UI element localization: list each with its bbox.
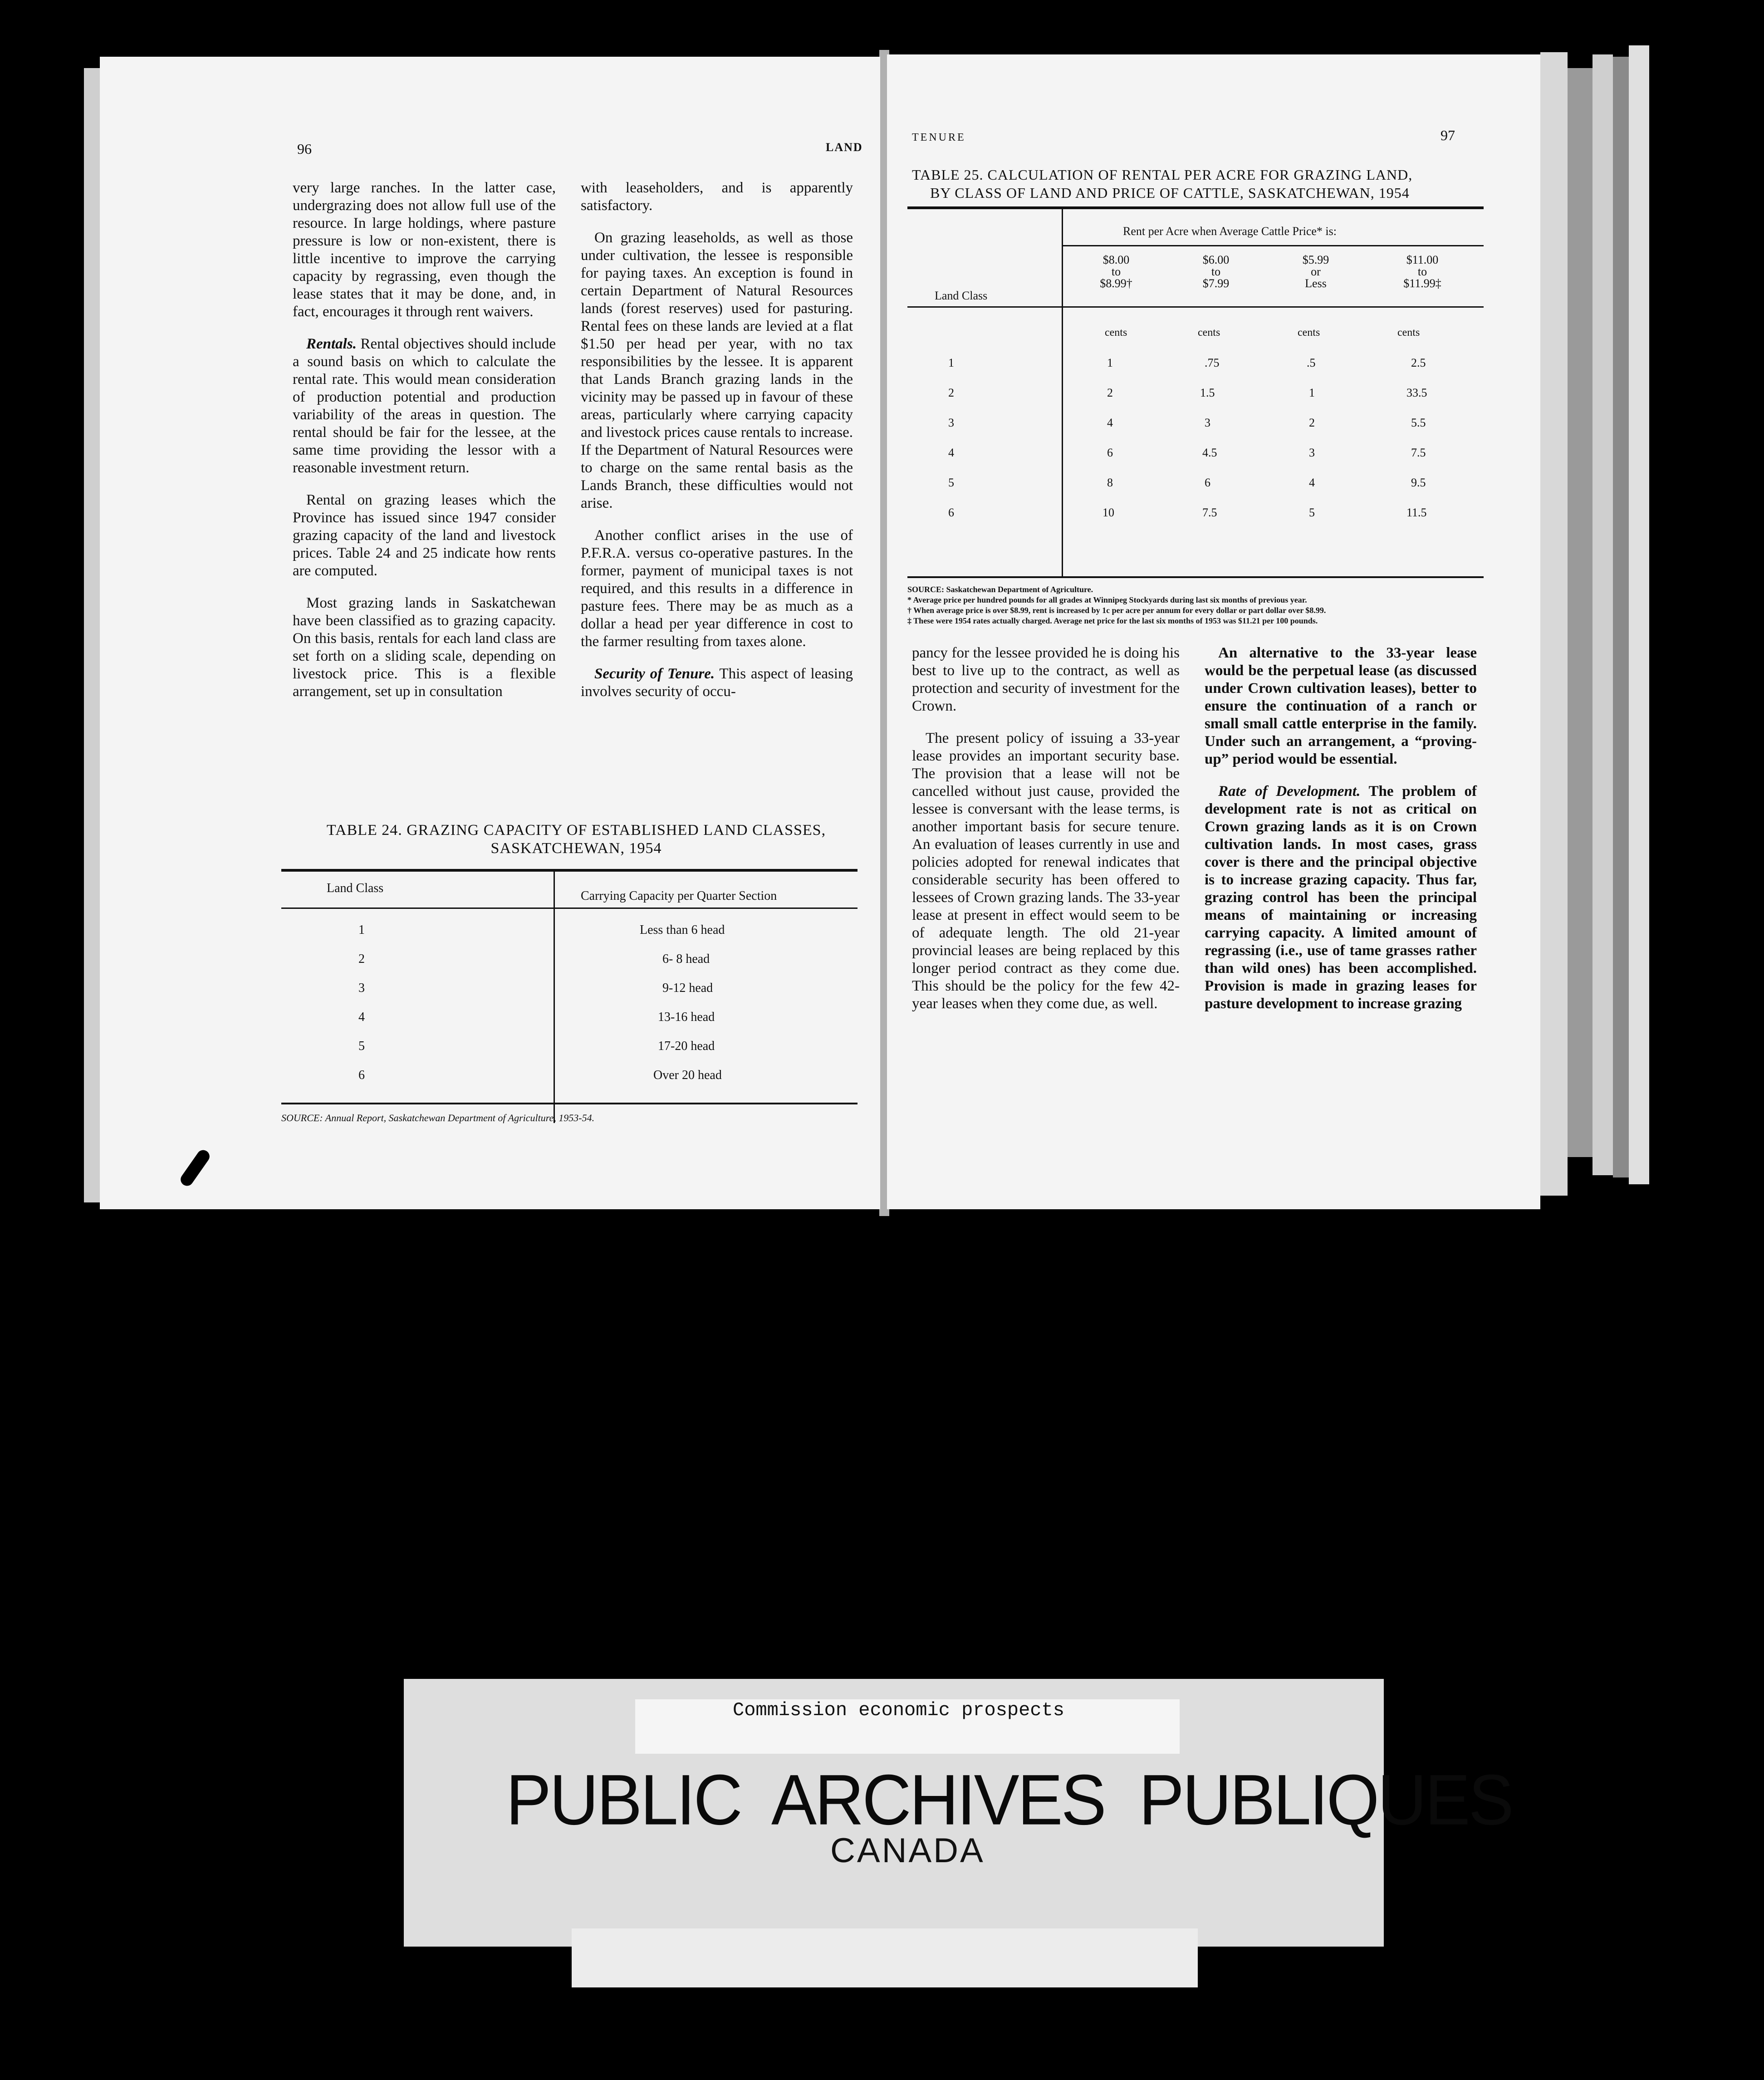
cell-value: 33.5 xyxy=(1406,386,1427,399)
table-rule xyxy=(907,206,1484,209)
col-header-line: $11.99‡ xyxy=(1403,277,1441,290)
cell-value: 10 xyxy=(1102,506,1114,519)
cell-class: 2 xyxy=(948,386,954,399)
table-row xyxy=(907,416,1484,446)
paragraph-rentals xyxy=(293,335,556,477)
right-column-2 xyxy=(1205,644,1477,1013)
table-row xyxy=(281,921,858,950)
cell-class: 4 xyxy=(358,1010,365,1024)
table-25-units xyxy=(1062,327,1484,345)
table-rule xyxy=(907,306,1484,308)
col-header-line: $8.99† xyxy=(1100,277,1132,290)
table-row xyxy=(281,950,858,979)
cell-capacity: Less than 6 head xyxy=(640,923,725,937)
left-page-edge xyxy=(84,68,102,1202)
left-column-1 xyxy=(293,179,556,701)
col-header-line: to xyxy=(1417,265,1427,278)
table-25-col-headers xyxy=(1062,254,1484,304)
table-header-land-class: Land Class xyxy=(327,881,384,895)
cell-value: .5 xyxy=(1307,356,1316,369)
paragraph-rate-of-development xyxy=(1205,783,1477,1013)
paragraph-heading: Security of Tenure. xyxy=(594,666,715,682)
cell-value: 9.5 xyxy=(1411,476,1426,489)
cell-value: 3 xyxy=(1205,416,1210,429)
cell-class: 5 xyxy=(358,1039,365,1053)
table-row xyxy=(907,386,1484,416)
cell-value: 7.5 xyxy=(1411,446,1426,459)
cell-value: 4.5 xyxy=(1202,446,1217,459)
cell-capacity: 13-16 head xyxy=(658,1010,715,1024)
right-page-edge-4 xyxy=(1613,57,1629,1177)
paragraph: On grazing leaseholds, as well as those under cultivation, the lessee is responsible for paying taxes. An exception is found in certain Department of Natural Resources lands (forest reserves) used for pasturing. Rental fees on these lands are levied at a flat $1.50 per head per year, with no tax responsibilities by the lessee. It is apparent that Lands Branch grazing lands in the vicinity may be passed up in favour of these areas, particularly where carrying capacity and livestock prices cause rentals to increase. If the Department of Natural Resources were to charge on the same rental basis as the Lands Branch, these difficulties would not arise. xyxy=(581,230,853,511)
col-header-line: to xyxy=(1111,265,1121,278)
cell-value: 11.5 xyxy=(1406,506,1427,519)
col-header-line: to xyxy=(1211,265,1221,278)
table-row xyxy=(281,1008,858,1037)
right-column-1 xyxy=(912,644,1180,1013)
table-title-line: TABLE 24. GRAZING CAPACITY OF ESTABLISHED LAND CLASSES, xyxy=(326,822,826,839)
left-page xyxy=(100,57,880,1209)
col-header xyxy=(1171,254,1261,289)
paragraph: with leaseholders, and is apparently satisfactory. xyxy=(581,180,853,214)
table-rule xyxy=(907,576,1484,578)
paragraph: pancy for the lessee provided he is doing his best to live up to the contract, as well as protection and security of investment for the Crown. xyxy=(912,645,1180,714)
unit-label: cents xyxy=(1198,327,1220,338)
right-page-edge xyxy=(1540,52,1568,1196)
running-head: LAND xyxy=(826,141,863,154)
table-rule xyxy=(1062,245,1484,246)
cell-class: 1 xyxy=(358,923,365,937)
left-column-2 xyxy=(581,179,853,701)
cell-value: 6 xyxy=(1107,446,1113,459)
right-page-edge-2 xyxy=(1568,68,1592,1157)
col-header xyxy=(1270,254,1361,289)
cell-value: 6 xyxy=(1205,476,1210,489)
table-note: * Average price per hundred pounds for all grades at Winnipeg Stockyards during last six months of previous year. xyxy=(907,595,1307,604)
cell-class: 5 xyxy=(948,476,954,489)
col-header-line: $11.00 xyxy=(1406,253,1439,266)
col-header-line: $7.99 xyxy=(1202,277,1230,290)
paragraph-heading: Rate of Development. xyxy=(1218,783,1361,800)
table-title-line: BY CLASS OF LAND AND PRICE OF CATTLE, SASKATCHEWAN, 1954 xyxy=(930,185,1410,201)
table-25-rows xyxy=(907,356,1484,536)
cell-class: 6 xyxy=(358,1068,365,1082)
table-note: SOURCE: Saskatchewan Department of Agriculture. xyxy=(907,585,1093,594)
cell-value: 5 xyxy=(1309,506,1315,519)
unit-label: cents xyxy=(1397,327,1420,338)
paragraph: The present policy of issuing a 33-year lease provides an important security base. The provision that a lease will not be cancelled without just cause, provided the lessee is conversant with the lease terms, is another important basis for secure tenure. An evaluation of leases currently in use and policies adopted for renewal indicates that considerable security has been offered to lessees of Crown grazing lands. The 33-year lease at present in effect would seem to be of adequate length. The old 21-year provincial leases are being replaced by this longer period contract as they come due. This should be the policy for the few 42-year leases when they come due, as well. xyxy=(912,730,1180,1012)
col-header xyxy=(1370,254,1475,289)
table-row xyxy=(907,356,1484,386)
cell-value: 1 xyxy=(1107,356,1113,369)
cell-value: 2.5 xyxy=(1411,356,1426,369)
right-page xyxy=(887,54,1540,1209)
col-header-line: Less xyxy=(1305,277,1327,290)
paragraph-text: This aspect of leasing involves security of occu- xyxy=(581,666,853,700)
cell-value: .75 xyxy=(1205,356,1220,369)
archive-label-bottom xyxy=(572,1928,1198,1987)
archive-stamp-line-1: PUBLIC ARCHIVES PUBLIQUES xyxy=(506,1759,1512,1840)
typed-label-text: Commission economic prospects xyxy=(733,1699,1064,1721)
cell-class: 4 xyxy=(948,446,954,459)
page-number: 97 xyxy=(1441,127,1455,143)
table-span-header: Rent per Acre when Average Cattle Price* is: xyxy=(1123,225,1337,238)
page-number: 96 xyxy=(297,141,312,157)
cell-value: 4 xyxy=(1107,416,1113,429)
cell-capacity: Over 20 head xyxy=(653,1068,722,1082)
running-head: TENURE xyxy=(912,132,966,143)
archive-stamp-line-2: CANADA xyxy=(830,1831,985,1870)
cell-value: 2 xyxy=(1309,416,1315,429)
cell-capacity: 6- 8 head xyxy=(662,952,710,966)
table-rule xyxy=(281,869,858,872)
paragraph-security xyxy=(581,665,853,701)
paragraph: Another conflict arises in the use of P.F.R.A. versus co-operative pastures. In the former, payment of municipal taxes is not required, and this results in a difference in pasture fees. There may be as much as a dollar a head per year difference in cost to the farmer resulting from taxes alone. xyxy=(581,527,853,650)
col-header-line: or xyxy=(1311,265,1321,278)
table-note: † When average price is over $8.99, rent is increased by 1c per acre per annum for every dollar or part dollar over $8.99. xyxy=(907,606,1326,615)
paragraph: An alternative to the 33-year lease would be the perpetual lease (as discussed under Crown cultivation leases), better to ensure the continuation of a ranch or small small cattle enterprise in the family. Under such an arrangement, a “proving-up” period would be essential. xyxy=(1205,645,1477,767)
cell-class: 3 xyxy=(358,981,365,995)
table-rule xyxy=(281,908,858,909)
cell-class: 6 xyxy=(948,506,954,519)
cell-capacity: 9-12 head xyxy=(662,981,713,995)
table-row xyxy=(281,979,858,1008)
cell-class: 1 xyxy=(948,356,954,369)
table-row xyxy=(281,1037,858,1066)
col-header-line: $8.00 xyxy=(1102,253,1130,266)
cell-class: 3 xyxy=(948,416,954,429)
col-header-line: $5.99 xyxy=(1302,253,1329,266)
table-row xyxy=(907,476,1484,506)
paragraph: Most grazing lands in Saskatchewan have been classified as to grazing capacity. On this basis, rentals for each land class are set forth on a sliding scale, depending on livestock price. This is a flexible arrangement, set up in consultation xyxy=(293,595,556,700)
table-title-line: TABLE 25. CALCULATION OF RENTAL PER ACRE FOR GRAZING LAND, xyxy=(912,167,1413,183)
paragraph: very large ranches. In the latter case, undergrazing does not allow full use of the resource. In large holdings, where pasture pressure is low or non-existent, there is little incentive to improve the carrying capacity by regrassing, even though the lease states that it may be done, and, in fact, encourages it through rent waivers. xyxy=(293,180,556,320)
table-note: ‡ These were 1954 rates actually charged. Average net price for the last six months of 1953 was $11.21 per 100 pounds. xyxy=(907,616,1318,625)
table-header-capacity: Carrying Capacity per Quarter Section xyxy=(581,889,777,903)
col-header xyxy=(1071,254,1161,289)
table-24-title xyxy=(281,821,871,858)
table-rule xyxy=(281,1103,858,1104)
table-stub-header: Land Class xyxy=(935,289,988,302)
cell-value: 3 xyxy=(1309,446,1315,459)
cell-value: 1.5 xyxy=(1200,386,1215,399)
unit-label: cents xyxy=(1298,327,1320,338)
table-24-rows xyxy=(281,921,858,1095)
unit-label: cents xyxy=(1105,327,1127,338)
paragraph-text: The problem of development rate is not as critical on Crown grazing lands as it is on Crown cultivation lands. In most cases, grass cover is there and the principal objective is to increase grazing capacity. Thus far, grazing control has been the principal means of maintaining or increasing carrying capacity. A limited amount of regrassing (i.e., use of tame grasses rather than wild ones) has been accomplished. Provision is made in grazing leases for pasture development to increase grazing xyxy=(1205,783,1477,1012)
cell-value: 1 xyxy=(1309,386,1315,399)
cell-value: 5.5 xyxy=(1411,416,1426,429)
table-row xyxy=(281,1066,858,1095)
paragraph-text: Rental objectives should include a sound basis on which to calculate the rental rate. This would mean consideration of production potential and production variability of the areas in question. The rental should be fair for the lessee, at the same time providing the lessor with a reasonable investment return. xyxy=(293,336,556,476)
cell-value: 2 xyxy=(1107,386,1113,399)
table-25-title xyxy=(912,166,1502,202)
table-25-notes xyxy=(907,584,1484,626)
table-row xyxy=(907,506,1484,536)
cell-value: 7.5 xyxy=(1202,506,1217,519)
paragraph: Rental on grazing leases which the Province has issued since 1947 consider grazing capacity of the land and livestock prices. Table 24 and 25 indicate how rents are computed. xyxy=(293,492,556,579)
table-title-line: SASKATCHEWAN, 1954 xyxy=(490,840,662,857)
cell-value: 4 xyxy=(1309,476,1315,489)
cell-value: 8 xyxy=(1107,476,1113,489)
table-row xyxy=(907,446,1484,476)
cell-capacity: 17-20 head xyxy=(658,1039,715,1053)
cell-class: 2 xyxy=(358,952,365,966)
col-header-line: $6.00 xyxy=(1202,253,1230,266)
table-24-source: SOURCE: Annual Report, Saskatchewan Department of Agriculture, 1953-54. xyxy=(281,1112,595,1123)
paragraph-heading: Rentals. xyxy=(306,336,357,352)
right-page-edge-5 xyxy=(1629,45,1649,1184)
right-page-edge-3 xyxy=(1592,54,1613,1175)
